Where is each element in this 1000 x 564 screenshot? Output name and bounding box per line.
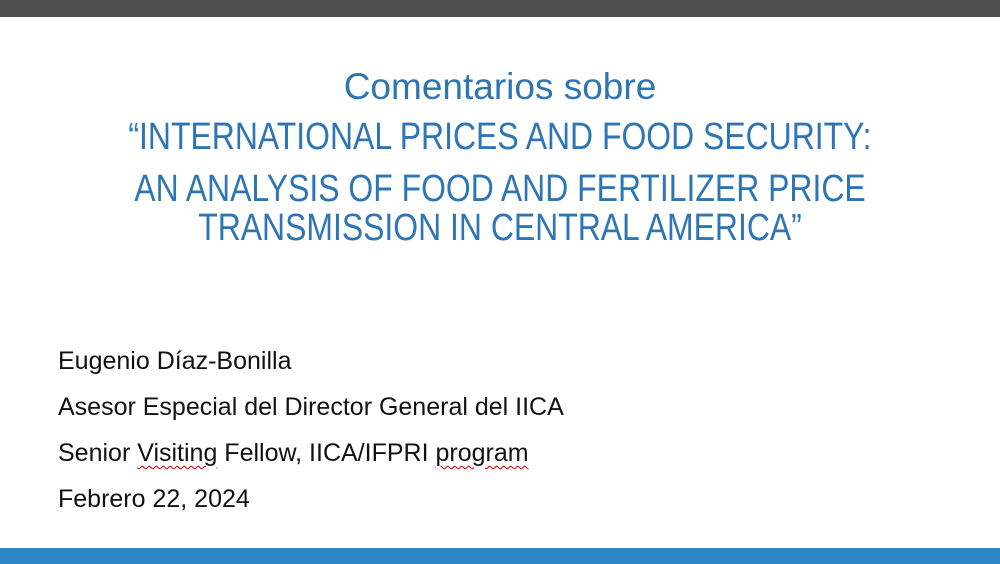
date-line: Febrero 22, 2024 xyxy=(58,485,250,513)
author-line: Eugenio Díaz-Bonilla xyxy=(58,347,292,375)
title-line-international-prices: “INTERNATIONAL PRICES AND FOOD SECURITY: xyxy=(128,116,872,158)
bottom-accent-bar xyxy=(0,548,1000,564)
role-line-1: Asesor Especial del Director General del IICA xyxy=(58,393,564,421)
slide-body xyxy=(58,338,564,522)
top-accent-bar xyxy=(0,0,1000,17)
role-line-2-segment: Senior xyxy=(58,439,138,467)
title-line-analysis: AN ANALYSIS OF FOOD AND FERTILIZER PRICE xyxy=(134,168,866,210)
slide-title xyxy=(0,64,1000,248)
role-line-2-segment: Fellow, IICA/IFPRI xyxy=(217,439,436,467)
misspelled-word-visiting: Visiting xyxy=(137,439,218,467)
title-line-transmission: TRANSMISSION IN CENTRAL AMERICA” xyxy=(198,207,802,249)
title-line-comentarios: Comentarios sobre xyxy=(343,66,657,107)
misspelled-word-program: program xyxy=(435,439,529,467)
role-line-2 xyxy=(58,430,564,476)
